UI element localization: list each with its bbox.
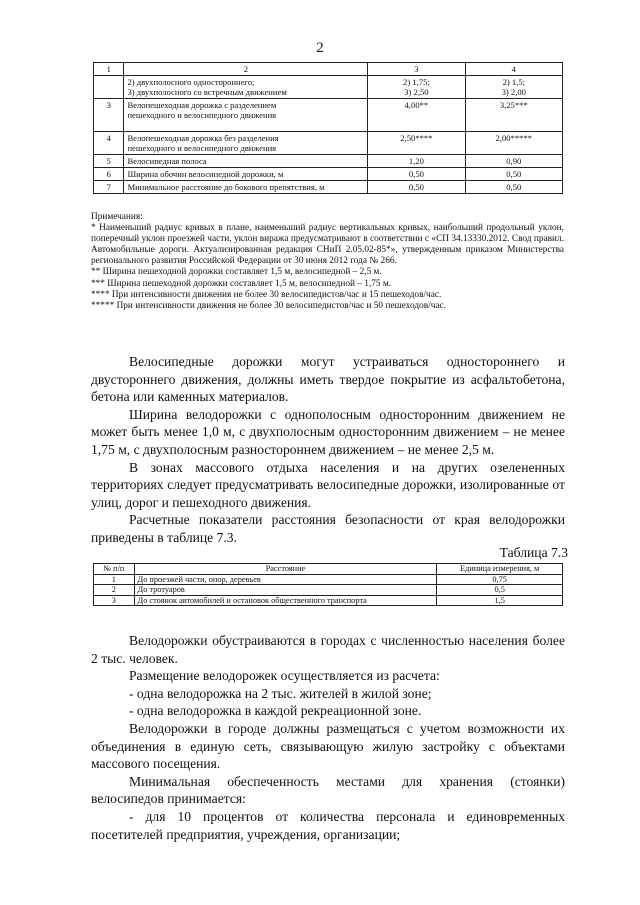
row-description: Ширина обочин велосипедной дорожки, м [124, 168, 368, 181]
row-description: Велосипедная полоса [124, 155, 368, 168]
row-number: 5 [94, 155, 124, 168]
note-item: * Наименьший радиус кривых в плане, наименьший радиус вертикальных кривых, наибольший продольный уклон, поперечный уклон проезжей части, уклон виража предусматривают в соответствии с «СП 34.13330.2012. Свод правил. Автомобильные дороги. Актуализированная редакция СНиП 2.05.02-85*», утвержденным приказом Министерства регионального развития Российской Федерации от 30 июня 2012 года № 266. [91, 223, 564, 267]
row-value: 2,50**** [368, 132, 465, 155]
header-cell: 1 [94, 63, 124, 76]
row-value: 2) 1,75; 3) 2,50 [368, 76, 465, 99]
note-item: **** При интенсивности движения не более 30 велосипедистов/час и 15 пешеходов/час. [91, 289, 442, 300]
paragraph: В зонах массового отдыха населения и на других озелененных территориях следует предусматривать велосипедные дорожки, изолированные от улиц, дорог и пешеходного движения. [91, 459, 565, 510]
header-cell: Единица измерения, м [437, 564, 563, 575]
row-value: 1,5 [437, 595, 563, 606]
table-row [94, 181, 563, 194]
note-item: ** Ширина пешеходной дорожки составляет 1,5 м, велосипедной – 2,5 м. [91, 267, 382, 278]
table-row [94, 155, 563, 168]
row-value: 0,5 [437, 585, 563, 596]
notes-title: Примечания: [91, 212, 143, 222]
paragraph: Ширина велодорожки с однополосным односторонним движением не может быть менее 1,0 м, с двухполосным односторонним движением – не менее 1,75 м, с двухполосным разностороннем движением – не менее 2,5 м. [91, 406, 565, 457]
row-description: До тротуаров [134, 585, 437, 596]
paragraph: Велодорожки в городе должны размещаться с учетом возможности их объединения в единую сеть, связывающую жилую застройку с объектами массового посещения. [91, 720, 565, 772]
row-description: Велопешеходная дорожка без разделения пешеходного и велосипедного движения [124, 132, 368, 155]
table-notes [91, 212, 564, 312]
row-number: 2 [94, 585, 135, 596]
table-header-row [94, 564, 563, 575]
paragraph: Велосипедные дорожки могут устраиваться одностороннего и двустороннего движения, должны иметь твердое покрытие из асфальтобетона, бетона или каменных материалов. [91, 354, 565, 405]
row-value: 1,20 [368, 155, 465, 168]
table-row [94, 76, 563, 99]
row-number: 6 [94, 168, 124, 181]
header-cell: № п/п [94, 564, 135, 575]
row-value: 0,50 [465, 168, 562, 181]
table-row [94, 595, 563, 606]
table-row [94, 99, 563, 132]
row-number: 3 [94, 99, 124, 132]
header-cell: 4 [465, 63, 562, 76]
row-value: 0,50 [368, 168, 465, 181]
road-parameters-table [93, 62, 563, 194]
row-number: 4 [94, 132, 124, 155]
row-value: 0,50 [368, 181, 465, 194]
row-description: Минимальное расстояние до бокового препятствия, м [124, 181, 368, 194]
list-item: - одна велодорожка на 2 тыс. жителей в жилой зоне; [129, 685, 432, 701]
paragraph: Расчетные показатели расстояния безопасности от края велодорожки приведены в таблице 7.3. [91, 512, 565, 545]
page-number: 2 [316, 40, 324, 56]
row-number: 3 [94, 595, 135, 606]
table-row [94, 585, 563, 596]
row-value: 0,75 [437, 574, 563, 585]
header-cell: 3 [368, 63, 465, 76]
row-number: 1 [94, 574, 135, 585]
body-text-section-1 [91, 353, 565, 547]
row-description: 2) двухполосного одностороннего; 3) двухполосного со встречным движением [124, 76, 368, 99]
table-caption: Таблица 7.3 [499, 545, 568, 560]
paragraph: Размещение велодорожек осуществляется из расчета: [129, 668, 440, 684]
row-number [94, 76, 124, 99]
list-item: - одна велодорожка в каждой рекреационной зоне. [129, 703, 422, 719]
paragraph: Велодорожки обустраиваются в городах с численностью населения более 2 тыс. человек. [91, 633, 565, 666]
list-item: - для 10 процентов от количества персонала и единовременных посетителей предприятия, учреждения, организации; [91, 808, 565, 842]
header-cell: 2 [124, 63, 368, 76]
row-value: 0,50 [465, 181, 562, 194]
note-item: ***** При интенсивности движения не более 30 велосипедистов/час и 50 пешеходов/час. [91, 300, 446, 311]
row-value: 4,00** [368, 99, 465, 132]
paragraph: Минимальная обеспеченность местами для хранения (стоянки) велосипедов принимается: [91, 773, 565, 807]
row-value: 0,90 [465, 155, 562, 168]
note-item: *** Ширина пешеходной дорожки составляет 1,5 м, велосипедной – 1,75 м. [91, 278, 392, 289]
table-row [94, 132, 563, 155]
table-header-row [94, 63, 563, 76]
header-cell: Расстояние [134, 564, 437, 575]
row-value: 2) 1,5; 3) 2,00 [465, 76, 562, 99]
row-description: Велопешеходная дорожка с разделением пешеходного и велосипедного движения [124, 99, 368, 132]
safety-distance-table [93, 563, 563, 606]
row-value: 3,25*** [465, 99, 562, 132]
row-value: 2,00***** [465, 132, 562, 155]
body-text-section-2 [91, 632, 565, 843]
row-description: До стоянок автомобилей и остановок общественного транспорта [134, 595, 437, 606]
table-row [94, 574, 563, 585]
row-number: 7 [94, 181, 124, 194]
row-description: До проезжей части, опор, деревьев [134, 574, 437, 585]
table-row [94, 168, 563, 181]
